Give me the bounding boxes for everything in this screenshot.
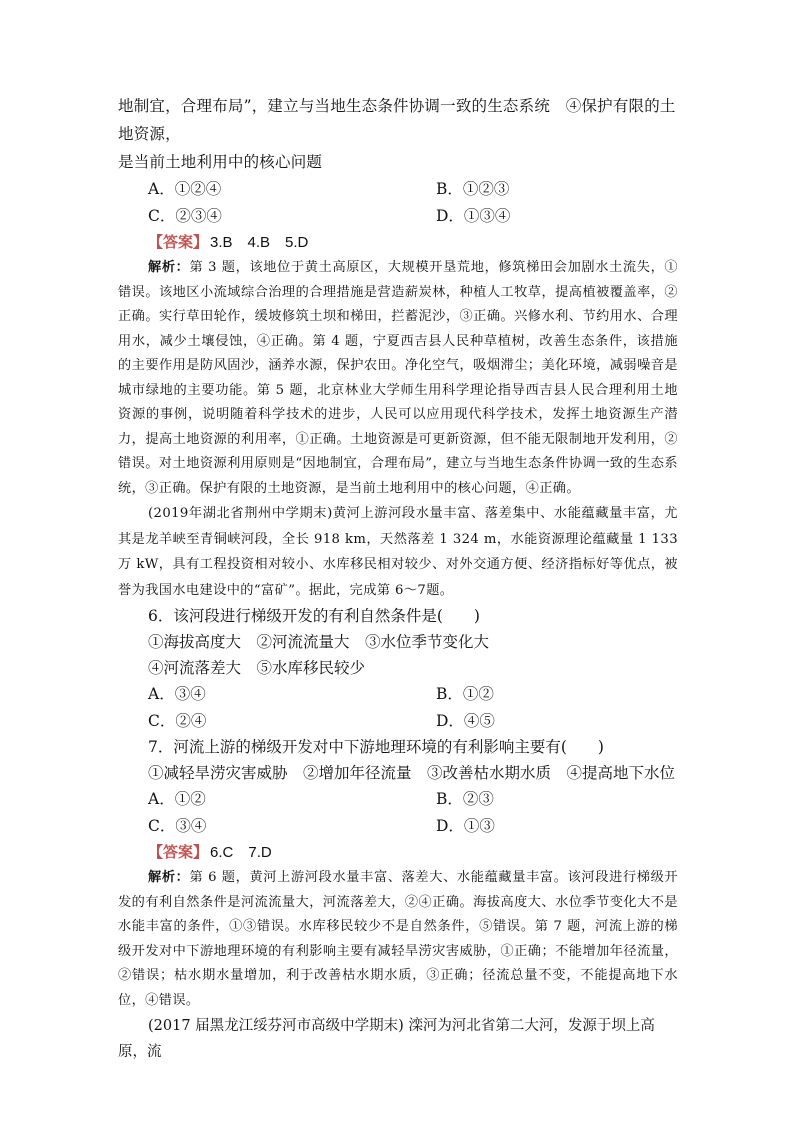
q6-items-2: ④河流落差大 ⑤水库移民较少	[148, 659, 366, 677]
q7-option-b: B．②③	[436, 790, 494, 808]
q5-option-c: C．②③④	[148, 206, 222, 225]
q6-options-row-2	[118, 708, 678, 735]
q5-options-row-1	[118, 176, 678, 203]
intro-line-1: 地制宜，合理布局”，建立与当地生态条件协调一致的生态系统 ④保护有限的土地资源，	[118, 97, 676, 143]
source-passage-6-7: (2019年湖北省荆州中学期末)黄河上游河段水量丰富、落差集中、水能蕴藏量丰富，尤其是龙羊峡至青铜峡河段，全长 918 km，天然落差 1 324 m，水能资源理论蕴藏量 1 133 万 kW，具有工程投资相对较小、水库移民相对较少、对外交通方便、经济指标好等优点，被誉为我国水电建设中的“富矿”。据此，完成第 6～7题。	[118, 506, 678, 598]
q7-options-row-2	[118, 813, 678, 840]
q6-items-1: ①海拔高度大 ②河流流量大 ③水位季节变化大	[148, 633, 490, 651]
q6-option-d: D．④⑤	[436, 711, 495, 730]
source-passage-next: (2017 届黑龙江绥芬河市高级中学期末) 滦河为河北省第二大河，发源于坝上高原，流	[118, 1018, 655, 1060]
q5-options-row-2	[118, 203, 678, 230]
q5-option-d: D．①③④	[436, 206, 511, 225]
q6-option-b: B．①②	[436, 685, 494, 703]
q7-option-a: A．①②	[148, 790, 206, 808]
explanation-text: 第 3 题，该地位于黄土高原区，大规模开垦荒地，修筑梯田会加剧水土流失，①错误。该地区小流域综合治理的合理措施是营造薪炭林，种植人工牧草，提高植被覆盖率，②正确。实行草田轮作，缓坡修筑土坝和梯田，拦蓄泥沙，③正确。兴修水利、节约用水、合理用水，减少土壤侵蚀，④正确。第 4 题，宁夏西吉县人民种草植树，改善生态条件，该措施的主要作用是防风固沙，涵养水源，保护农田。净化空气，吸烟滞尘；美化环境，减弱噪音是城市绿地的主要功能。第 5 题，北京林业大学师生用科学理论指导西吉县人民合理利用土地资源的事例，说明随着科学技术的进步，人民可以应用现代科学技术，发挥土地资源生产潜力，提高土地资源的利用率，①正确。土地资源是可更新资源，但不能无限制地开发利用，②错误。对土地资源利用原则是“因地制宜，合理布局”，建立与当地生态条件协调一致的生态系统，③正确。保护有限的土地资源，是当前土地利用中的核心问题，④正确。	[118, 260, 678, 496]
explanation-lead: 解析：	[148, 260, 190, 275]
q6-options-row-1	[118, 681, 678, 708]
q7-option-c: C．③④	[148, 816, 207, 835]
q7-option-d: D．①③	[436, 816, 495, 835]
q5-option-a: A．①②④	[148, 180, 222, 198]
q5-option-b: B．①②③	[436, 180, 510, 198]
q7-stem: 7．河流上游的梯级开发对中下游地理环境的有利影响主要有( )	[148, 738, 604, 756]
explanation-6-7	[118, 866, 678, 1013]
answer-value: 6.C 7.D	[210, 844, 272, 861]
explanation-3-5	[118, 256, 678, 501]
answer-6-7	[118, 839, 678, 866]
q6-stem: 6．该河段进行梯级开发的有利自然条件是( )	[148, 607, 480, 625]
q6-option-c: C．②④	[148, 711, 207, 730]
intro-line-2: 是当前土地利用中的核心问题	[118, 153, 323, 171]
answer-tag: 【答案】	[148, 233, 209, 251]
document-page	[118, 92, 678, 1065]
q7-items-1: ①减轻旱涝灾害威胁 ②增加年径流量 ③改善枯水期水质 ④提高地下水位	[148, 764, 676, 782]
q6-option-a: A．③④	[148, 685, 206, 703]
answer-value: 3.B 4.B 5.D	[210, 234, 309, 251]
explanation-text: 第 6 题，黄河上游河段水量丰富、落差大、水能蕴藏量丰富。该河段进行梯级开发的有利自然条件是河流流量大，河流落差大，②④正确。海拔高度大、水位季节变化大不是水能丰富的条件，①③错误。水库移民较少不是自然条件，⑤错误。第 7 题，河流上游的梯级开发对中下游地理环境的有利影响主要有减轻旱涝灾害威胁，①正确；不能增加年径流量，②错误；枯水期水量增加，利于改善枯水期水质，③正确；径流总量不变，不能提高地下水位，④错误。	[118, 870, 678, 1008]
answer-3-5	[118, 229, 678, 256]
explanation-lead: 解析：	[148, 870, 190, 885]
answer-tag: 【答案】	[148, 843, 209, 861]
q7-options-row-1	[118, 786, 678, 813]
